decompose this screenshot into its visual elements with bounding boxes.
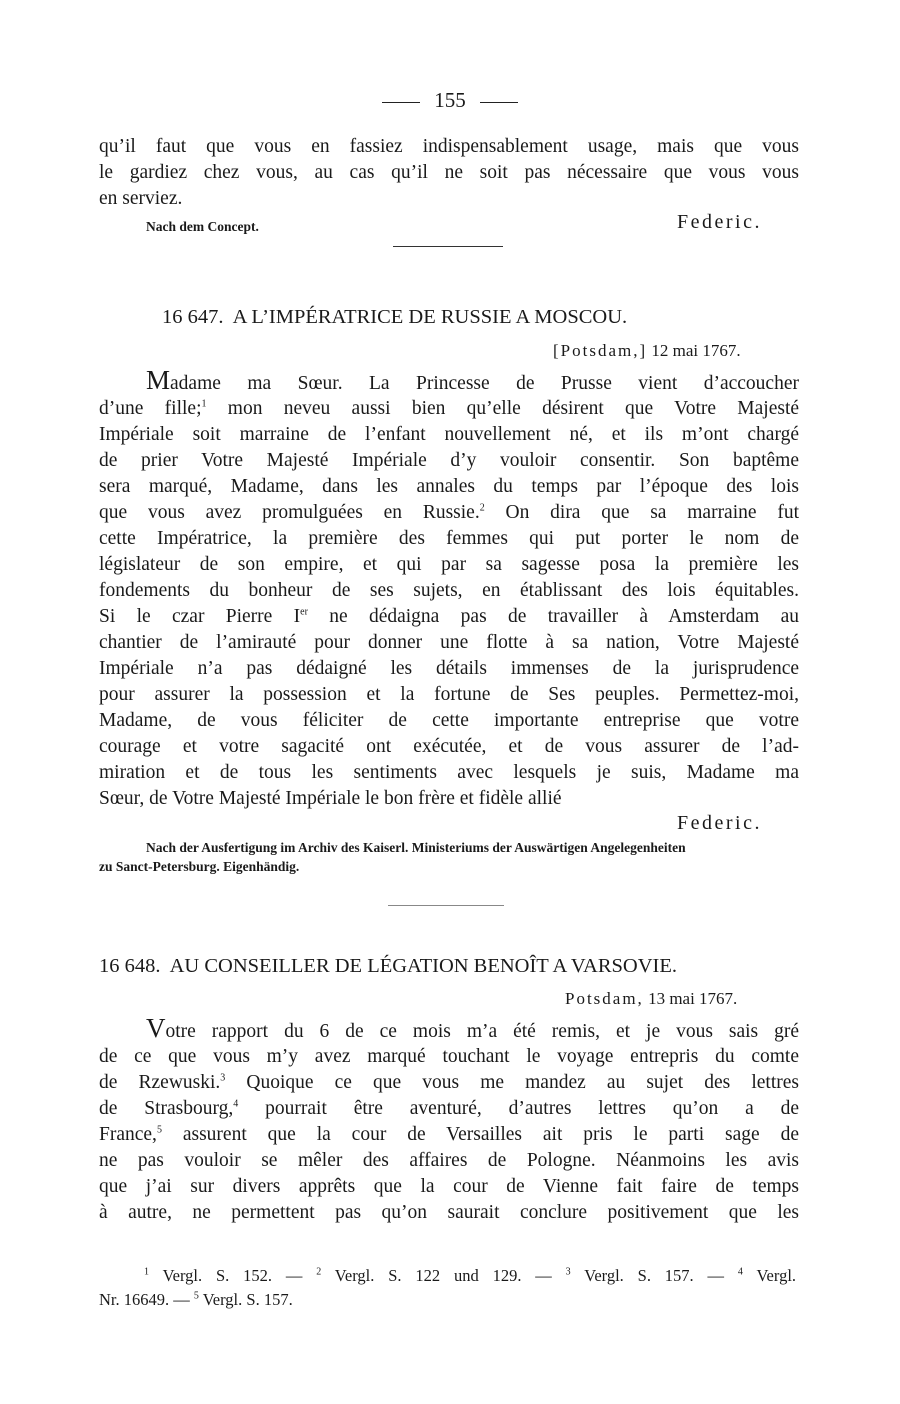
- footnote-ref-3: 3: [220, 1072, 226, 1084]
- letter1-source-note-2: zu Sanct-Petersburg. Eigenhändig.: [99, 859, 300, 874]
- letter1-line-5: sera marqué, Madame, dans les annales du temps par l’époque des lois: [99, 476, 799, 497]
- dash-left: [382, 102, 420, 103]
- footnote-ref-4: 4: [233, 1098, 239, 1110]
- letter1-line-3: Impériale soit marraine de l’enfant nouvellement né, et ils m’ont chargé: [99, 424, 799, 445]
- letter1-line-15: courage et votre sagacité ont exécutée, et de vous assurer de l’ad-: [99, 736, 799, 757]
- letter1-line-4: de prier Votre Majesté Impériale d’y vouloir consentir. Son baptême: [99, 450, 799, 471]
- letter1-heading: [162, 306, 862, 329]
- letter2-line-4: de Strasbourg,$^4$ pourrait être aventuré, d’autres lettres qu’on a de: [99, 1098, 800, 1119]
- letter2-line-8: à autre, ne permettent pas qu’on saurait conclure positivement que les: [99, 1202, 799, 1223]
- letter1-place: [Potsdam,]: [553, 341, 648, 360]
- letter1-line-10: Si le czar Pierre Ier ne dédaigna pas de travailler à Amsterdam au: [99, 606, 799, 627]
- section-divider-1: [393, 246, 503, 247]
- letter2-line-5: France,$^5$ assurent que la cour de Versailles ait pris le parti sage de: [99, 1124, 799, 1145]
- letter2-dateline: [565, 989, 737, 1009]
- letter1-line-1: Madame ma Sœur. La Princesse de Prusse vient d’accoucher: [146, 365, 799, 395]
- intro-signature: Federic.: [677, 211, 762, 233]
- letter2-line-6: ne pas vouloir se mêler des affaires de Pologne. Néanmoins les avis: [99, 1150, 799, 1171]
- letter1-line-13: pour assurer la possession et la fortune de Ses peuples. Permettez-moi,: [99, 684, 799, 705]
- intro-source-note: Nach dem Concept.: [146, 219, 259, 234]
- intro-line-3: en serviez.: [99, 188, 183, 209]
- letter1-date: 12 mai 1767.: [651, 341, 741, 360]
- letter1-line-12: Impériale n’a pas dédaigné les détails immenses de la jurisprudence: [99, 658, 799, 679]
- letter1-number: 16 647.: [162, 306, 224, 328]
- letter2-title: AU CONSEILLER DE LÉGATION BENOÎT A VARSOVIE.: [169, 955, 677, 977]
- letter1-line-7: cette Impératrice, la première des femmes qui put porter le nom de: [99, 528, 799, 549]
- footnote-ref-2: 2: [479, 502, 485, 514]
- letter2-line-7: que j’ai sur divers apprêts que la cour de Vienne fait faire de temps: [99, 1176, 799, 1197]
- letter2-line-1: Votre rapport du 6 de ce mois m’a été remis, et je vous sais gré: [146, 1013, 799, 1043]
- page-number: 155: [0, 88, 900, 113]
- letter2-heading: [99, 955, 799, 978]
- letter1-line-9: fondements du bonheur de ses sujets, en établissant des lois équitables.: [99, 580, 799, 601]
- letter1-dateline: [553, 341, 741, 361]
- footnote-ref-1: 1: [201, 398, 207, 410]
- letter1-line-11: chantier de l’amirauté pour donner une flotte à sa nation, Votre Majesté: [99, 632, 799, 653]
- letter1-line-17: Sœur, de Votre Majesté Impériale le bon frère et fidèle allié: [99, 788, 562, 809]
- dash-right: [480, 102, 518, 103]
- letter1-line-8: législateur de son empire, et qui par sa sagesse posa la première les: [99, 554, 799, 575]
- letter1-signature: Federic.: [677, 812, 762, 834]
- letter1-title: A L’IMPÉRATRICE DE RUSSIE A MOSCOU.: [232, 306, 628, 328]
- letter1-line-14: Madame, de vous féliciter de cette importante entreprise que votre: [99, 710, 799, 731]
- intro-line-2: le gardiez chez vous, au cas qu’il ne soit pas nécessaire que vous vous: [99, 162, 799, 183]
- footnotes-line-1: $^1$ Vergl. S. 152. — $^2$ Vergl. S. 122 und 129. — $^3$ Vergl. S. 157. — $^4$ Vergl.: [144, 1266, 797, 1285]
- letter1-line-2: d’une fille;$^1$ mon neveu aussi bien qu’elle désirent que Votre Majesté: [99, 398, 800, 419]
- footnotes-line-2: Nr. 16649. — $^5$ Vergl. S. 157.: [99, 1290, 293, 1309]
- letter2-date: 13 mai 1767.: [648, 989, 738, 1008]
- letter1-line-16: miration et de tous les sentiments avec lesquels je suis, Madame ma: [99, 762, 799, 783]
- letter1-line-6: que vous avez promulguées en Russie.$^2$ On dira que sa marraine fut: [99, 502, 799, 523]
- letter2-place: Potsdam,: [565, 989, 644, 1008]
- letter2-line-3: de Rzewuski.$^3$ Quoique ce que vous me mandez au sujet des lettres: [99, 1072, 799, 1093]
- section-divider-2: [388, 905, 504, 906]
- letter2-number: 16 648.: [99, 955, 161, 977]
- letter1-source-note-1: Nach der Ausfertigung im Archiv des Kaiserl. Ministeriums der Auswärtigen Angelegenheiten: [146, 840, 686, 855]
- intro-line-1: qu’il faut que vous en fassiez indispensablement usage, mais que vous: [99, 136, 799, 157]
- footnote-ref-5: 5: [156, 1124, 162, 1136]
- letter2-line-2: de ce que vous m’y avez marqué touchant le voyage entrepris du comte: [99, 1046, 799, 1067]
